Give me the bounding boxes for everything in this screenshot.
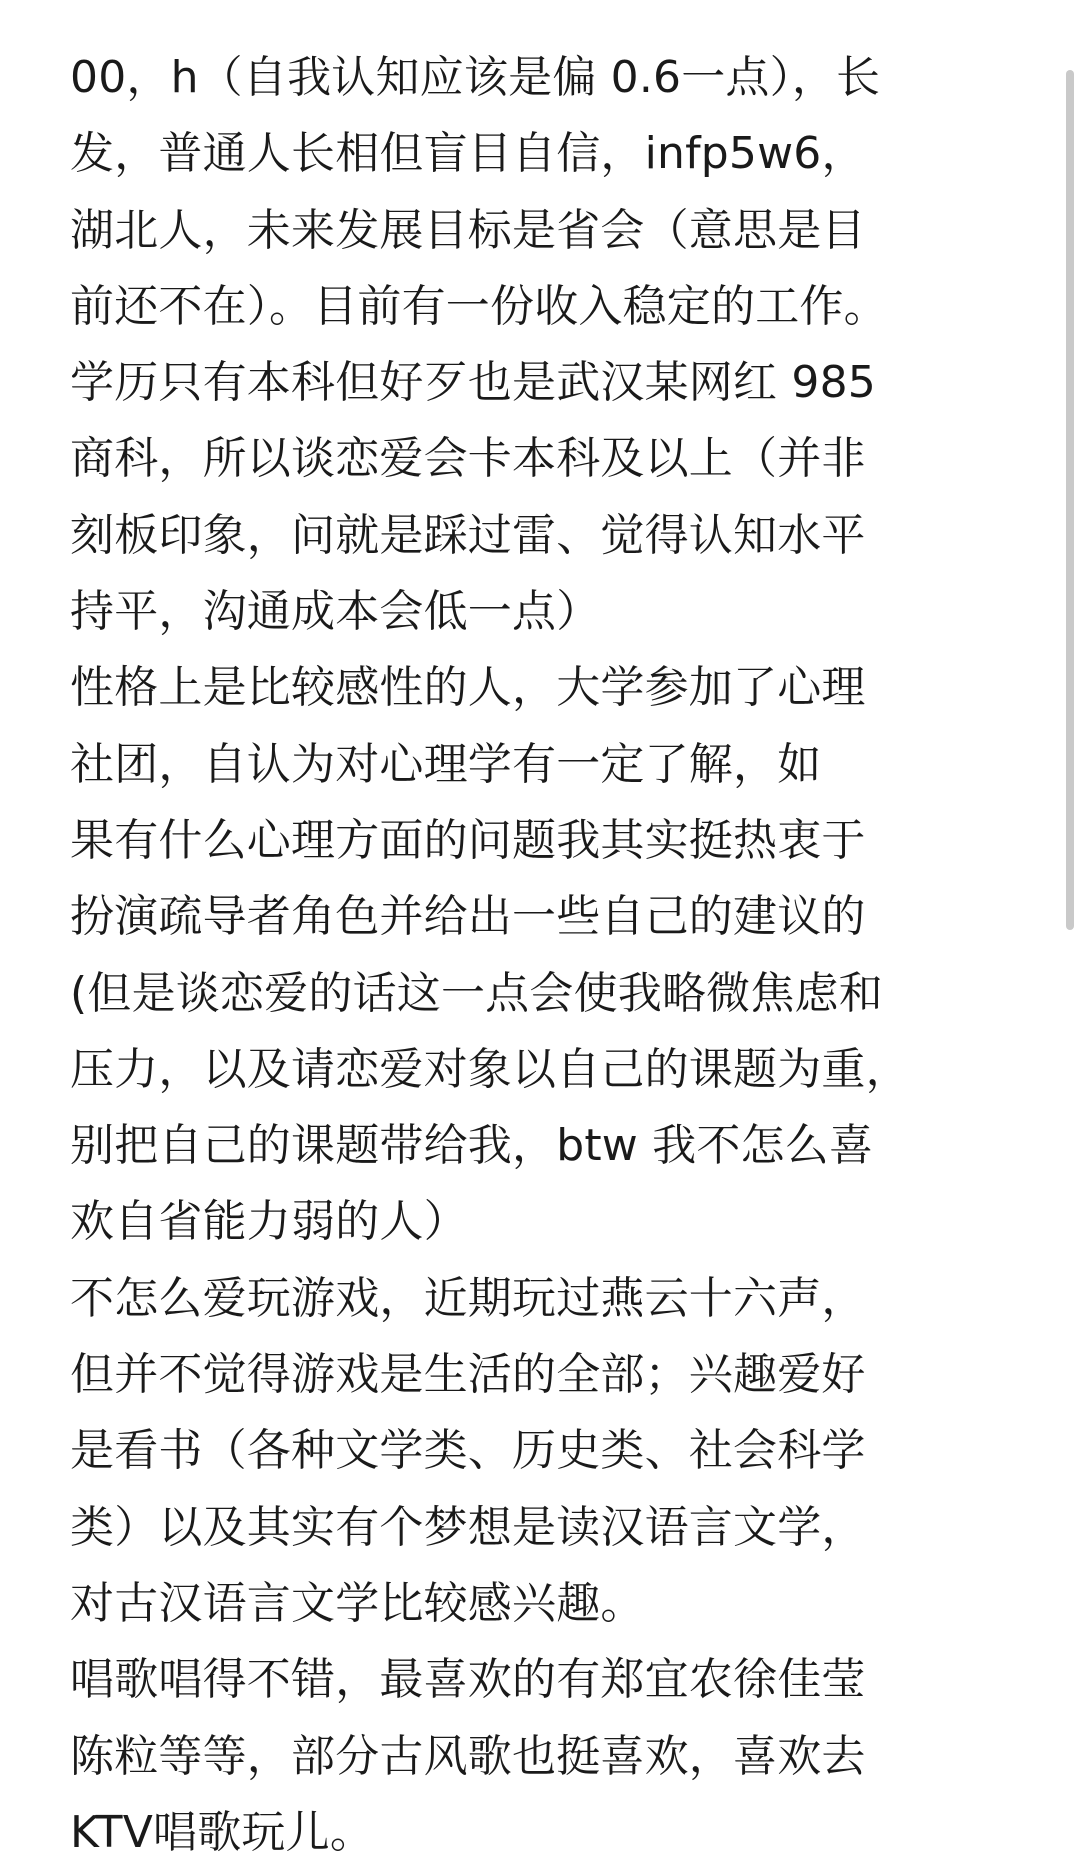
text-line: 刻板印象，问就是踩过雷、觉得认知水平	[70, 509, 866, 561]
text-line: 压力，以及请恋爱对象以自己的课题为重，	[70, 1043, 910, 1095]
text-line: 00，h（自我认知应该是偏 0.6一点），长	[70, 52, 881, 103]
text-line: (但是谈恋爱的话这一点会使我略微焦虑和	[70, 967, 883, 1019]
text-line: 陈粒等等，部分古风歌也挺喜欢，喜欢去	[70, 1730, 866, 1782]
text-line: 性格上是比较感性的人，大学参加了心理	[70, 662, 866, 714]
text-line: 是看书（各种文学类、历史类、社会科学	[70, 1425, 866, 1477]
text-line: 不怎么爱玩游戏，近期玩过燕云十六声，	[70, 1272, 866, 1324]
text-line: 类）以及其实有个梦想是读汉语言文学，	[70, 1501, 866, 1553]
text-line: 别把自己的课题带给我，btw 我不怎么喜	[70, 1120, 874, 1172]
text-line: 社团，自认为对心理学有一定了解，如	[70, 738, 822, 790]
text-line: 扮演疏导者角色并给出一些自己的建议的	[70, 891, 866, 943]
text-line: 湖北人，未来发展目标是省会（意思是目	[70, 204, 866, 256]
text-line: 果有什么心理方面的问题我其实挺热衷于	[70, 814, 866, 866]
text-line: 发，普通人长相但盲目自信，infp5w6，	[70, 128, 866, 180]
vertical-scrollbar[interactable]	[1066, 70, 1074, 930]
text-line: 欢自省能力弱的人）	[70, 1196, 468, 1248]
text-line: KTV唱歌玩儿。	[70, 1806, 375, 1858]
text-line: 但并不觉得游戏是生活的全部；兴趣爱好	[70, 1349, 866, 1401]
text-line: 唱歌唱得不错，最喜欢的有郑宜农徐佳莹	[70, 1654, 866, 1706]
text-line: 前还不在）。目前有一份收入稳定的工作。	[70, 280, 888, 332]
post-text-body	[70, 40, 1030, 1871]
text-line: 学历只有本科但好歹也是武汉某网红 985	[70, 357, 876, 409]
text-line: 持平，沟通成本会低一点）	[70, 586, 601, 638]
text-line: 商科，所以谈恋爱会卡本科及以上（并非	[70, 433, 866, 485]
text-line: 对古汉语言文学比较感兴趣。	[70, 1577, 645, 1629]
